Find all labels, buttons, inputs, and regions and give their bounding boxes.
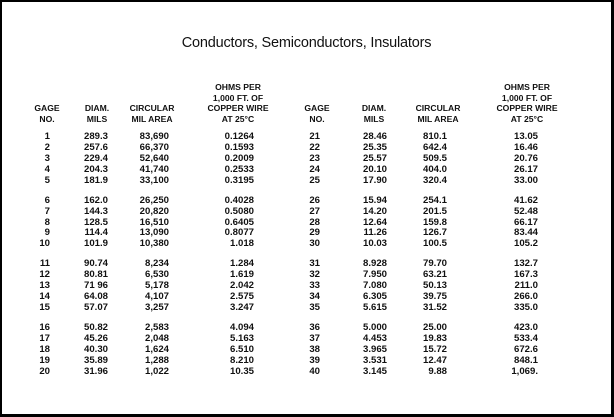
cell-ohms: 0.1264 (224, 131, 254, 142)
cell-gage: 16 (39, 322, 50, 334)
cell-ohms: 13.05 (513, 131, 538, 142)
cell-ohms: 0.2009 (224, 152, 254, 164)
header-diam-left: DIAM. MILS (84, 103, 110, 124)
cell-gage: 6 (44, 194, 50, 206)
cell-ohms: 0.8077 (224, 227, 254, 239)
cell-diam: 40.30 (83, 343, 108, 355)
cell-gage: 25 (309, 174, 320, 186)
cell-circ-area: 25.00 (422, 322, 447, 334)
cell-circ-area: 254.1 (422, 194, 447, 206)
cell-circ-area: 810.1 (422, 131, 447, 142)
cell-ohms: 533.4 (513, 333, 538, 344)
cell-gage: 15 (39, 302, 50, 313)
header-diam-right: DIAM. MILS (361, 103, 387, 124)
cell-circ-area: 100.5 (422, 238, 447, 250)
cell-diam: 31.96 (83, 365, 108, 377)
cell-ohms: 1.619 (229, 269, 254, 281)
cell-gage: 32 (309, 269, 320, 281)
cell-circ-area: 509.5 (422, 152, 447, 164)
cell-gage: 7 (44, 205, 50, 217)
cell-diam: 101.9 (83, 238, 108, 250)
cell-circ-area: 16,510 (139, 216, 169, 228)
cell-circ-area: 201.5 (422, 205, 447, 217)
cell-diam: 15.94 (362, 194, 387, 206)
cell-ohms: 1.284 (229, 258, 254, 270)
cell-ohms: 423.0 (513, 322, 538, 334)
cell-circ-area: 13,090 (139, 227, 169, 239)
cell-diam: 20.10 (362, 163, 387, 175)
header-gage-left: GAGE NO. (34, 103, 60, 124)
cell-diam: 5.000 (362, 322, 387, 334)
cell-gage: 26 (309, 194, 320, 206)
cell-ohms: 52.48 (513, 205, 538, 217)
cell-ohms: 83.44 (513, 227, 538, 239)
cell-ohms: 1,069. (511, 365, 538, 377)
cell-diam: 45.26 (83, 333, 108, 344)
cell-diam: 4.453 (362, 333, 387, 344)
cell-ohms: 2.042 (229, 280, 254, 292)
cell-circ-area: 83,690 (139, 131, 169, 142)
cell-circ-area: 31.52 (422, 302, 447, 313)
cell-diam: 204.3 (83, 163, 108, 175)
header-ohms-right: OHMS PER 1,000 FT. OF COPPER WIRE AT 25°C (496, 82, 558, 124)
cell-circ-area: 66,370 (139, 141, 169, 153)
cell-diam: 128.5 (83, 216, 108, 228)
cell-ohms: 167.3 (513, 269, 538, 281)
cell-circ-area: 1,022 (144, 365, 169, 377)
cell-gage: 35 (309, 302, 320, 313)
cell-gage: 34 (309, 291, 320, 303)
cell-gage: 30 (309, 238, 320, 250)
cell-circ-area: 33,100 (139, 174, 169, 186)
cell-diam: 71 96 (83, 280, 108, 292)
cell-gage: 39 (309, 354, 320, 366)
cell-gage: 2 (44, 141, 50, 153)
cell-ohms: 2.575 (229, 291, 254, 303)
cell-gage: 33 (309, 280, 320, 292)
cell-circ-area: 20,820 (139, 205, 169, 217)
cell-circ-area: 63.21 (422, 269, 447, 281)
cell-gage: 29 (309, 227, 320, 239)
cell-ohms: 0.4028 (224, 194, 254, 206)
cell-diam: 8.928 (362, 258, 387, 270)
cell-ohms: 0.1593 (224, 141, 254, 153)
cell-gage: 3 (44, 152, 50, 164)
cell-ohms: 672.6 (513, 343, 538, 355)
cell-ohms: 1.018 (229, 238, 254, 250)
cell-circ-area: 50.13 (422, 280, 447, 292)
cell-circ-area: 26,250 (139, 194, 169, 206)
cell-gage: 12 (39, 269, 50, 281)
cell-gage: 24 (309, 163, 320, 175)
cell-circ-area: 39.75 (422, 291, 447, 303)
cell-diam: 11.26 (363, 227, 387, 239)
cell-circ-area: 15.72 (422, 343, 447, 355)
cell-ohms: 211.0 (514, 280, 538, 292)
cell-diam: 3.531 (362, 354, 387, 366)
cell-gage: 40 (309, 365, 320, 377)
cell-circ-area: 320.4 (422, 174, 447, 186)
cell-gage: 23 (309, 152, 320, 164)
cell-circ-area: 2,048 (144, 333, 169, 344)
cell-ohms: 4.094 (229, 322, 254, 334)
cell-circ-area: 12.47 (422, 354, 447, 366)
header-ohms-left: OHMS PER 1,000 FT. OF COPPER WIRE AT 25°C (207, 82, 269, 124)
cell-diam: 57.07 (83, 302, 108, 313)
cell-diam: 28.46 (362, 131, 387, 142)
cell-gage: 19 (39, 354, 50, 366)
header-gage-right: GAGE NO. (304, 103, 330, 124)
cell-circ-area: 2,583 (144, 322, 169, 334)
cell-ohms: 0.2533 (224, 163, 254, 175)
cell-gage: 17 (39, 333, 50, 344)
cell-ohms: 0.3195 (224, 174, 254, 186)
cell-diam: 229.4 (83, 152, 108, 164)
cell-circ-area: 404.0 (422, 163, 447, 175)
cell-ohms: 8.210 (229, 354, 254, 366)
cell-gage: 8 (44, 216, 50, 228)
cell-circ-area: 19.83 (422, 333, 447, 344)
cell-ohms: 26.17 (513, 163, 538, 175)
cell-circ-area: 8,234 (144, 258, 169, 270)
cell-circ-area: 1,624 (144, 343, 169, 355)
header-circ-left: CIRCULAR MIL AREA (129, 103, 175, 124)
cell-ohms: 3.247 (229, 302, 254, 313)
cell-circ-area: 6,530 (144, 269, 169, 281)
cell-gage: 18 (39, 343, 50, 355)
cell-gage: 37 (309, 333, 320, 344)
cell-ohms: 33.00 (513, 174, 538, 186)
cell-circ-area: 5,178 (144, 280, 169, 292)
cell-diam: 35.89 (83, 354, 108, 366)
document-page (2, 2, 611, 414)
cell-gage: 21 (309, 131, 320, 142)
cell-ohms: 10.35 (229, 365, 254, 377)
cell-diam: 257.6 (83, 141, 108, 153)
header-circ-right: CIRCULAR MIL AREA (415, 103, 461, 124)
cell-ohms: 20.76 (513, 152, 538, 164)
cell-gage: 27 (309, 205, 320, 217)
cell-gage: 22 (309, 141, 320, 153)
cell-gage: 11 (39, 258, 50, 270)
cell-gage: 31 (309, 258, 320, 270)
cell-ohms: 0.6405 (224, 216, 254, 228)
cell-diam: 114.4 (84, 227, 108, 239)
cell-diam: 3.965 (362, 343, 387, 355)
cell-circ-area: 159.8 (422, 216, 447, 228)
cell-gage: 13 (39, 280, 50, 292)
cell-diam: 144.3 (83, 205, 108, 217)
cell-gage: 20 (39, 365, 50, 377)
cell-circ-area: 9.88 (428, 365, 447, 377)
cell-diam: 6.305 (362, 291, 387, 303)
cell-circ-area: 1,288 (144, 354, 169, 366)
cell-ohms: 132.7 (513, 258, 538, 270)
cell-diam: 12.64 (362, 216, 387, 228)
cell-ohms: 105.2 (513, 238, 538, 250)
cell-ohms: 41.62 (513, 194, 538, 206)
cell-gage: 4 (44, 163, 50, 175)
cell-circ-area: 642.4 (422, 141, 447, 153)
cell-diam: 5.615 (362, 302, 387, 313)
cell-circ-area: 79.70 (422, 258, 447, 270)
cell-diam: 181.9 (83, 174, 108, 186)
cell-gage: 10 (39, 238, 50, 250)
cell-diam: 162.0 (83, 194, 108, 206)
cell-gage: 5 (44, 174, 50, 186)
cell-gage: 36 (309, 322, 320, 334)
page-title: Conductors, Semiconductors, Insulators (181, 35, 432, 51)
cell-circ-area: 3,257 (144, 302, 169, 313)
cell-circ-area: 126.7 (422, 227, 447, 239)
cell-gage: 38 (309, 343, 320, 355)
cell-circ-area: 10,380 (139, 238, 169, 250)
cell-diam: 50.82 (83, 322, 108, 334)
cell-gage: 9 (44, 227, 50, 239)
cell-ohms: 266.0 (513, 291, 538, 303)
cell-diam: 3.145 (362, 365, 387, 377)
cell-diam: 80.81 (83, 269, 108, 281)
cell-ohms: 5.163 (229, 333, 254, 344)
cell-diam: 10.03 (362, 238, 387, 250)
cell-diam: 64.08 (83, 291, 108, 303)
cell-ohms: 848.1 (513, 354, 538, 366)
cell-gage: 1 (44, 131, 50, 142)
cell-ohms: 66.17 (513, 216, 538, 228)
cell-ohms: 6.510 (229, 343, 254, 355)
cell-ohms: 335.0 (513, 302, 538, 313)
cell-diam: 25.35 (362, 141, 387, 153)
cell-circ-area: 4,107 (144, 291, 169, 303)
cell-ohms: 0.5080 (224, 205, 254, 217)
cell-diam: 289.3 (83, 131, 108, 142)
cell-diam: 7.950 (362, 269, 387, 281)
cell-circ-area: 52,640 (139, 152, 169, 164)
cell-diam: 25.57 (362, 152, 387, 164)
cell-circ-area: 41,740 (139, 163, 169, 175)
cell-diam: 7.080 (362, 280, 387, 292)
cell-gage: 14 (39, 291, 50, 303)
cell-diam: 17.90 (362, 174, 387, 186)
cell-diam: 90.74 (83, 258, 108, 270)
cell-ohms: 16.46 (513, 141, 538, 153)
cell-gage: 28 (309, 216, 320, 228)
cell-diam: 14.20 (362, 205, 387, 217)
